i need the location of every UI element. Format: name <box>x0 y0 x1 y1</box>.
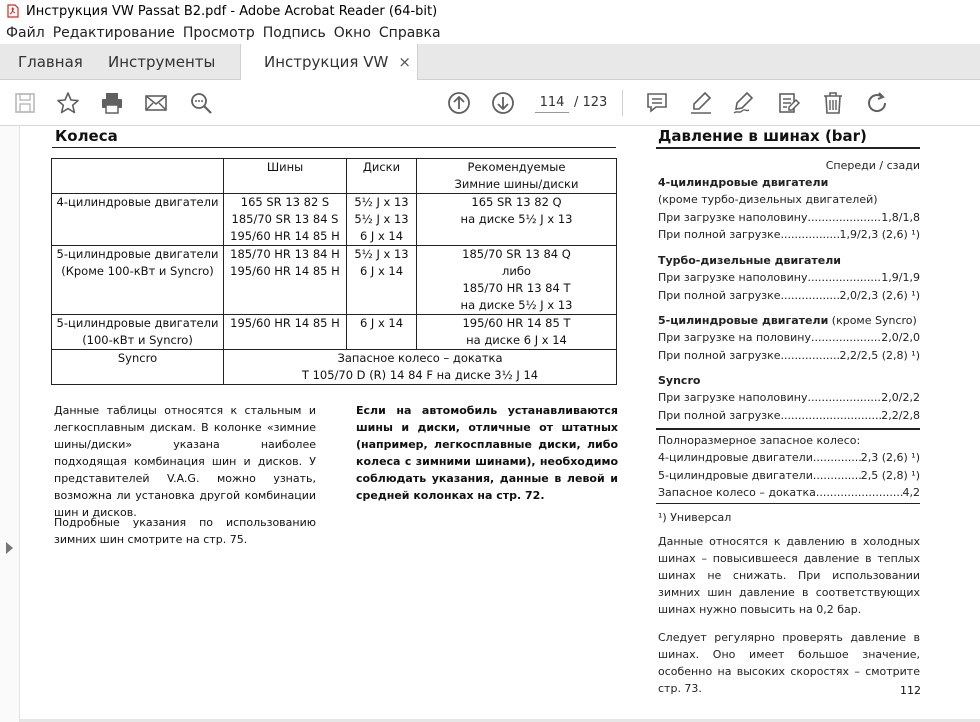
pressure-row <box>658 287 920 304</box>
rotate-icon[interactable] <box>864 90 890 116</box>
pressure-row <box>658 269 920 286</box>
pressure-value: 2,0/2,2 <box>881 391 920 404</box>
pressure-row <box>658 389 920 406</box>
dot-leader <box>807 389 881 406</box>
pressure-label: При загрузке наполовину <box>658 391 808 404</box>
dot-leader <box>811 329 881 346</box>
heading-rule <box>52 147 616 148</box>
dot-leader <box>781 407 882 424</box>
toolbar-divider <box>622 90 623 116</box>
check-pressure-note: Следует регулярно проверять давление в шинах. Оно имеет большое значение, особенно на высоких скоростях – смотрите стр. 73. <box>658 631 920 695</box>
expand-arrow-icon <box>6 542 13 554</box>
dot-leader <box>813 449 861 466</box>
pressure-row <box>658 347 920 364</box>
dot-leader <box>816 484 903 501</box>
menu-help[interactable]: Справка <box>378 25 441 41</box>
table-cell: 165 SR 13 82 S 185/70 SR 13 84 S 195/60 HR 14 85 H <box>224 194 347 246</box>
section-heading-wheels: Колеса <box>55 127 118 145</box>
section-heading-pressure: Давление в шинах (bar) <box>658 127 867 145</box>
menu-window[interactable]: Окно <box>333 25 371 41</box>
pressure-value: 2,2/2,5 (2,8) ¹) <box>839 349 920 362</box>
comment-icon[interactable] <box>644 90 670 116</box>
window-title: Инструкция VW Passat B2.pdf - Adobe Acrobat Reader (64-bit) <box>26 3 438 19</box>
dot-leader <box>813 467 861 484</box>
mail-icon[interactable] <box>143 90 169 116</box>
group-subtitle: (кроме турбо-дизельных двигателей) <box>658 193 878 206</box>
dot-leader <box>781 226 840 243</box>
table-cell: 195/60 HR 14 85 H <box>224 315 347 350</box>
dot-leader <box>807 269 881 286</box>
pressure-row <box>658 209 920 226</box>
pressure-row <box>658 329 920 346</box>
group-title: 4-цилиндровые двигатели <box>658 176 829 189</box>
pressure-label: 5-цилиндровые двигатели <box>658 469 813 482</box>
pressure-value: 4,2 <box>902 486 920 499</box>
tab-home[interactable]: Главная <box>18 53 83 71</box>
printed-page-number: 112 <box>900 684 921 697</box>
table-cell: 5-цилиндровые двигатели (Кроме 100-кВт и Syncro) <box>52 246 224 315</box>
star-icon[interactable] <box>55 90 81 116</box>
table-cell: 4-цилиндровые двигатели <box>52 194 224 246</box>
pressure-row <box>658 407 920 424</box>
pressure-value: 1,9/2,3 (2,6) ¹) <box>839 228 920 241</box>
table-cell: 5½ J x 13 6 J x 14 <box>347 246 417 315</box>
menu-file[interactable]: Файл <box>6 25 45 41</box>
table-row <box>52 315 617 350</box>
menu-edit[interactable]: Редактирование <box>52 25 175 41</box>
save-icon[interactable] <box>12 90 38 116</box>
pressure-label: При загрузке наполовину <box>658 271 808 284</box>
table-cell: 5-цилиндровые двигатели (100-кВт и Syncro) <box>52 315 224 350</box>
tab-bar <box>0 44 980 80</box>
dot-leader <box>807 209 881 226</box>
pressure-value: 2,2/2,8 <box>881 409 920 422</box>
pressure-label: При загрузке наполовину <box>658 211 808 224</box>
section-rule <box>656 503 920 504</box>
page-total: / 123 <box>574 95 608 110</box>
pressure-label: При полной загрузке <box>658 228 781 241</box>
pressure-label: При полной загрузке <box>658 349 781 362</box>
table-cell: 195/60 HR 14 85 T на диске 6 J x 14 <box>417 315 617 350</box>
toolbar <box>0 80 980 126</box>
pressure-label: При полной загрузке <box>658 289 781 302</box>
page-down-icon[interactable] <box>490 90 516 116</box>
table-cell: Запасное колесо – докатка T 105/70 D (R) 14 84 F на диске 3½ J 14 <box>224 350 617 385</box>
pressure-label: 4-цилиндровые двигатели <box>658 451 813 464</box>
pressure-label: Запасное колесо – докатка <box>658 486 816 499</box>
pressure-value: 2,3 (2,6) ¹) <box>860 451 920 464</box>
pressure-value: 2,0/2,3 (2,6) ¹) <box>839 289 920 302</box>
pressure-value: 1,9/1,9 <box>881 271 920 284</box>
heading-rule <box>656 147 920 149</box>
group-title-bold: 5-цилиндровые двигатели <box>658 314 829 327</box>
table-note-paragraph: Данные таблицы относятся к стальным и легкосплавным дискам. В колонке «зимние шины/диски» указана наиболее подходящая комбинация шин и дисков. У представителей V.A.G. можно узнать, возможна ли установка другой комбинации шин и дисков. <box>54 404 316 519</box>
menu-bar <box>0 22 980 44</box>
print-icon[interactable] <box>99 90 125 116</box>
pressure-value: 1,8/1,8 <box>881 211 920 224</box>
pressure-row <box>658 484 920 501</box>
table-cell: 185/70 SR 13 84 Q либо 185/70 HR 13 84 T на диске 5½ J x 13 <box>417 246 617 315</box>
tab-document[interactable] <box>240 44 418 81</box>
sign-icon[interactable] <box>731 90 757 116</box>
acrobat-pdf-icon <box>6 4 20 18</box>
pressure-column-header: Спереди / сзади <box>825 159 920 172</box>
table-row <box>52 350 617 385</box>
cold-tyre-note: Данные относятся к давлению в холодных шинах – повысившееся давление в теплых шинах не снижать. При использовании зимних шин давление в соответствующих шинах нужно повысить на 0,2 бар. <box>658 535 920 616</box>
window-title-bar <box>0 0 980 22</box>
page-number-input[interactable]: 114 <box>535 93 569 113</box>
menu-view[interactable]: Просмотр <box>182 25 255 41</box>
pressure-row <box>658 226 920 243</box>
group-title: Турбо-дизельные двигатели <box>658 254 841 267</box>
pressure-row <box>658 449 920 466</box>
zoom-search-icon[interactable] <box>188 90 214 116</box>
group-title <box>658 312 920 329</box>
tab-document-label: Инструкция VW <box>264 53 389 71</box>
section-rule <box>656 428 920 430</box>
spare-title: Полноразмерное запасное колесо: <box>658 434 861 447</box>
table-row <box>52 246 617 315</box>
group-title-suffix: (кроме Syncro) <box>828 314 917 327</box>
table-row <box>52 194 617 246</box>
table-header-cell <box>52 159 224 194</box>
table-cell: 165 SR 13 82 Q на диске 5½ J x 13 <box>417 194 617 246</box>
table-header-cell: Шины <box>224 159 347 194</box>
pressure-value: 2,0/2,0 <box>881 331 920 344</box>
wheels-table <box>51 158 617 385</box>
table-cell: 6 J x 14 <box>347 315 417 350</box>
highlight-icon[interactable] <box>688 90 714 116</box>
table-header-cell: Диски <box>347 159 417 194</box>
pressure-label: При полной загрузке <box>658 409 781 422</box>
dot-leader <box>781 287 840 304</box>
table-cell: 185/70 HR 13 84 H 195/60 HR 14 85 H <box>224 246 347 315</box>
table-cell: 5½ J x 13 5½ J x 13 6 J x 14 <box>347 194 417 246</box>
tab-close-icon[interactable]: × <box>398 53 411 71</box>
delete-icon[interactable] <box>820 90 846 116</box>
edit-icon[interactable] <box>776 90 802 116</box>
footnote: ¹) Универсал <box>658 511 732 524</box>
group-title: Syncro <box>658 374 701 387</box>
left-panel-toggle[interactable] <box>0 126 20 722</box>
page-up-icon[interactable] <box>446 90 472 116</box>
dot-leader <box>781 347 840 364</box>
table-header-cell: Рекомендуемые Зимние шины/диски <box>417 159 617 194</box>
pressure-row <box>658 467 920 484</box>
pressure-value: 2,5 (2,8) ¹) <box>860 469 920 482</box>
table-header-row <box>52 159 617 194</box>
pressure-label: При загрузке на половину <box>658 331 811 344</box>
table-cell: Syncro <box>52 350 224 385</box>
warning-paragraph: Если на автомобиль устанавливаются шины и диски, отличные от штатных (например, легкосплавные диски, либо колеса с зимними шинами), необходимо соблюдать указания, данные в левой и средней колонках на стр. 72. <box>356 404 618 502</box>
winter-tyres-note: Подробные указания по использованию зимних шин смотрите на стр. 75. <box>54 516 316 546</box>
tab-tools[interactable]: Инструменты <box>108 53 216 71</box>
menu-sign[interactable]: Подпись <box>262 25 326 41</box>
